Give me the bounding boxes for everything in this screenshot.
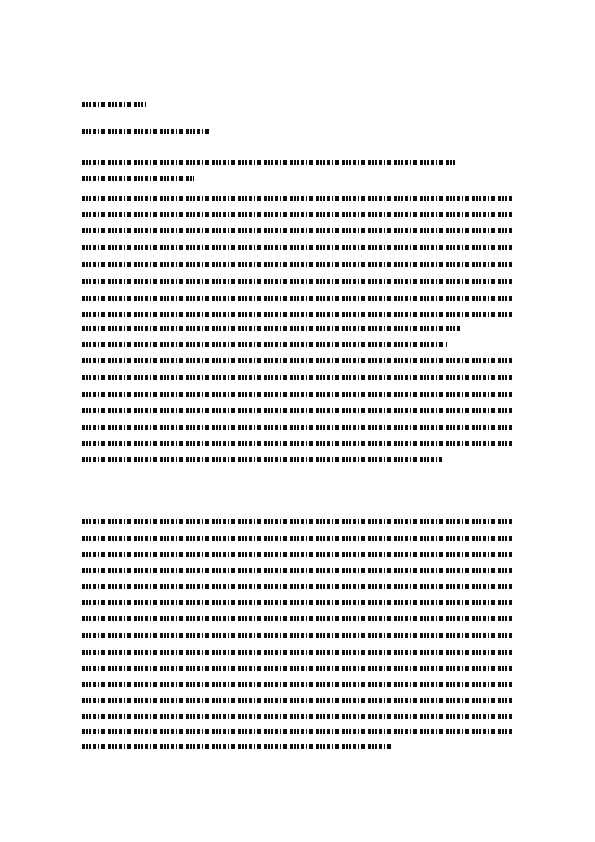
paragraph-line [82,425,512,430]
paragraph-line [82,536,512,541]
paragraph-line [82,600,512,605]
paragraph-line [82,519,512,524]
paragraph-line [82,441,512,446]
paragraph-line [82,552,512,557]
paragraph-line [82,228,512,233]
paragraph-line [82,262,512,267]
paragraph-line [82,729,512,734]
paragraph-line [82,682,512,687]
section-title-line-1 [82,160,457,165]
paragraph-line [82,616,512,621]
header-label [82,102,146,107]
paragraph-line [82,568,512,573]
paragraph-line [82,584,512,589]
paragraph-line [82,326,462,331]
paragraph-line [82,408,512,413]
paragraph-line [82,212,512,217]
paragraph-line [82,714,512,719]
paragraph-line [82,279,512,284]
paragraph-line [82,392,512,397]
paragraph-line [82,312,512,317]
paragraph-line [82,457,442,462]
paragraph-line [82,296,512,301]
paragraph-line [82,245,512,250]
section-title-line-2 [82,176,194,181]
paragraph-line [82,196,512,201]
paragraph-line [82,650,512,655]
paragraph-line [82,666,512,671]
paragraph-line [82,698,512,703]
header-date [82,129,212,134]
paragraph-line [82,744,392,749]
paragraph-line [82,358,512,363]
paragraph-line [82,342,447,347]
paragraph-line [82,633,512,638]
paragraph-line [82,375,512,380]
